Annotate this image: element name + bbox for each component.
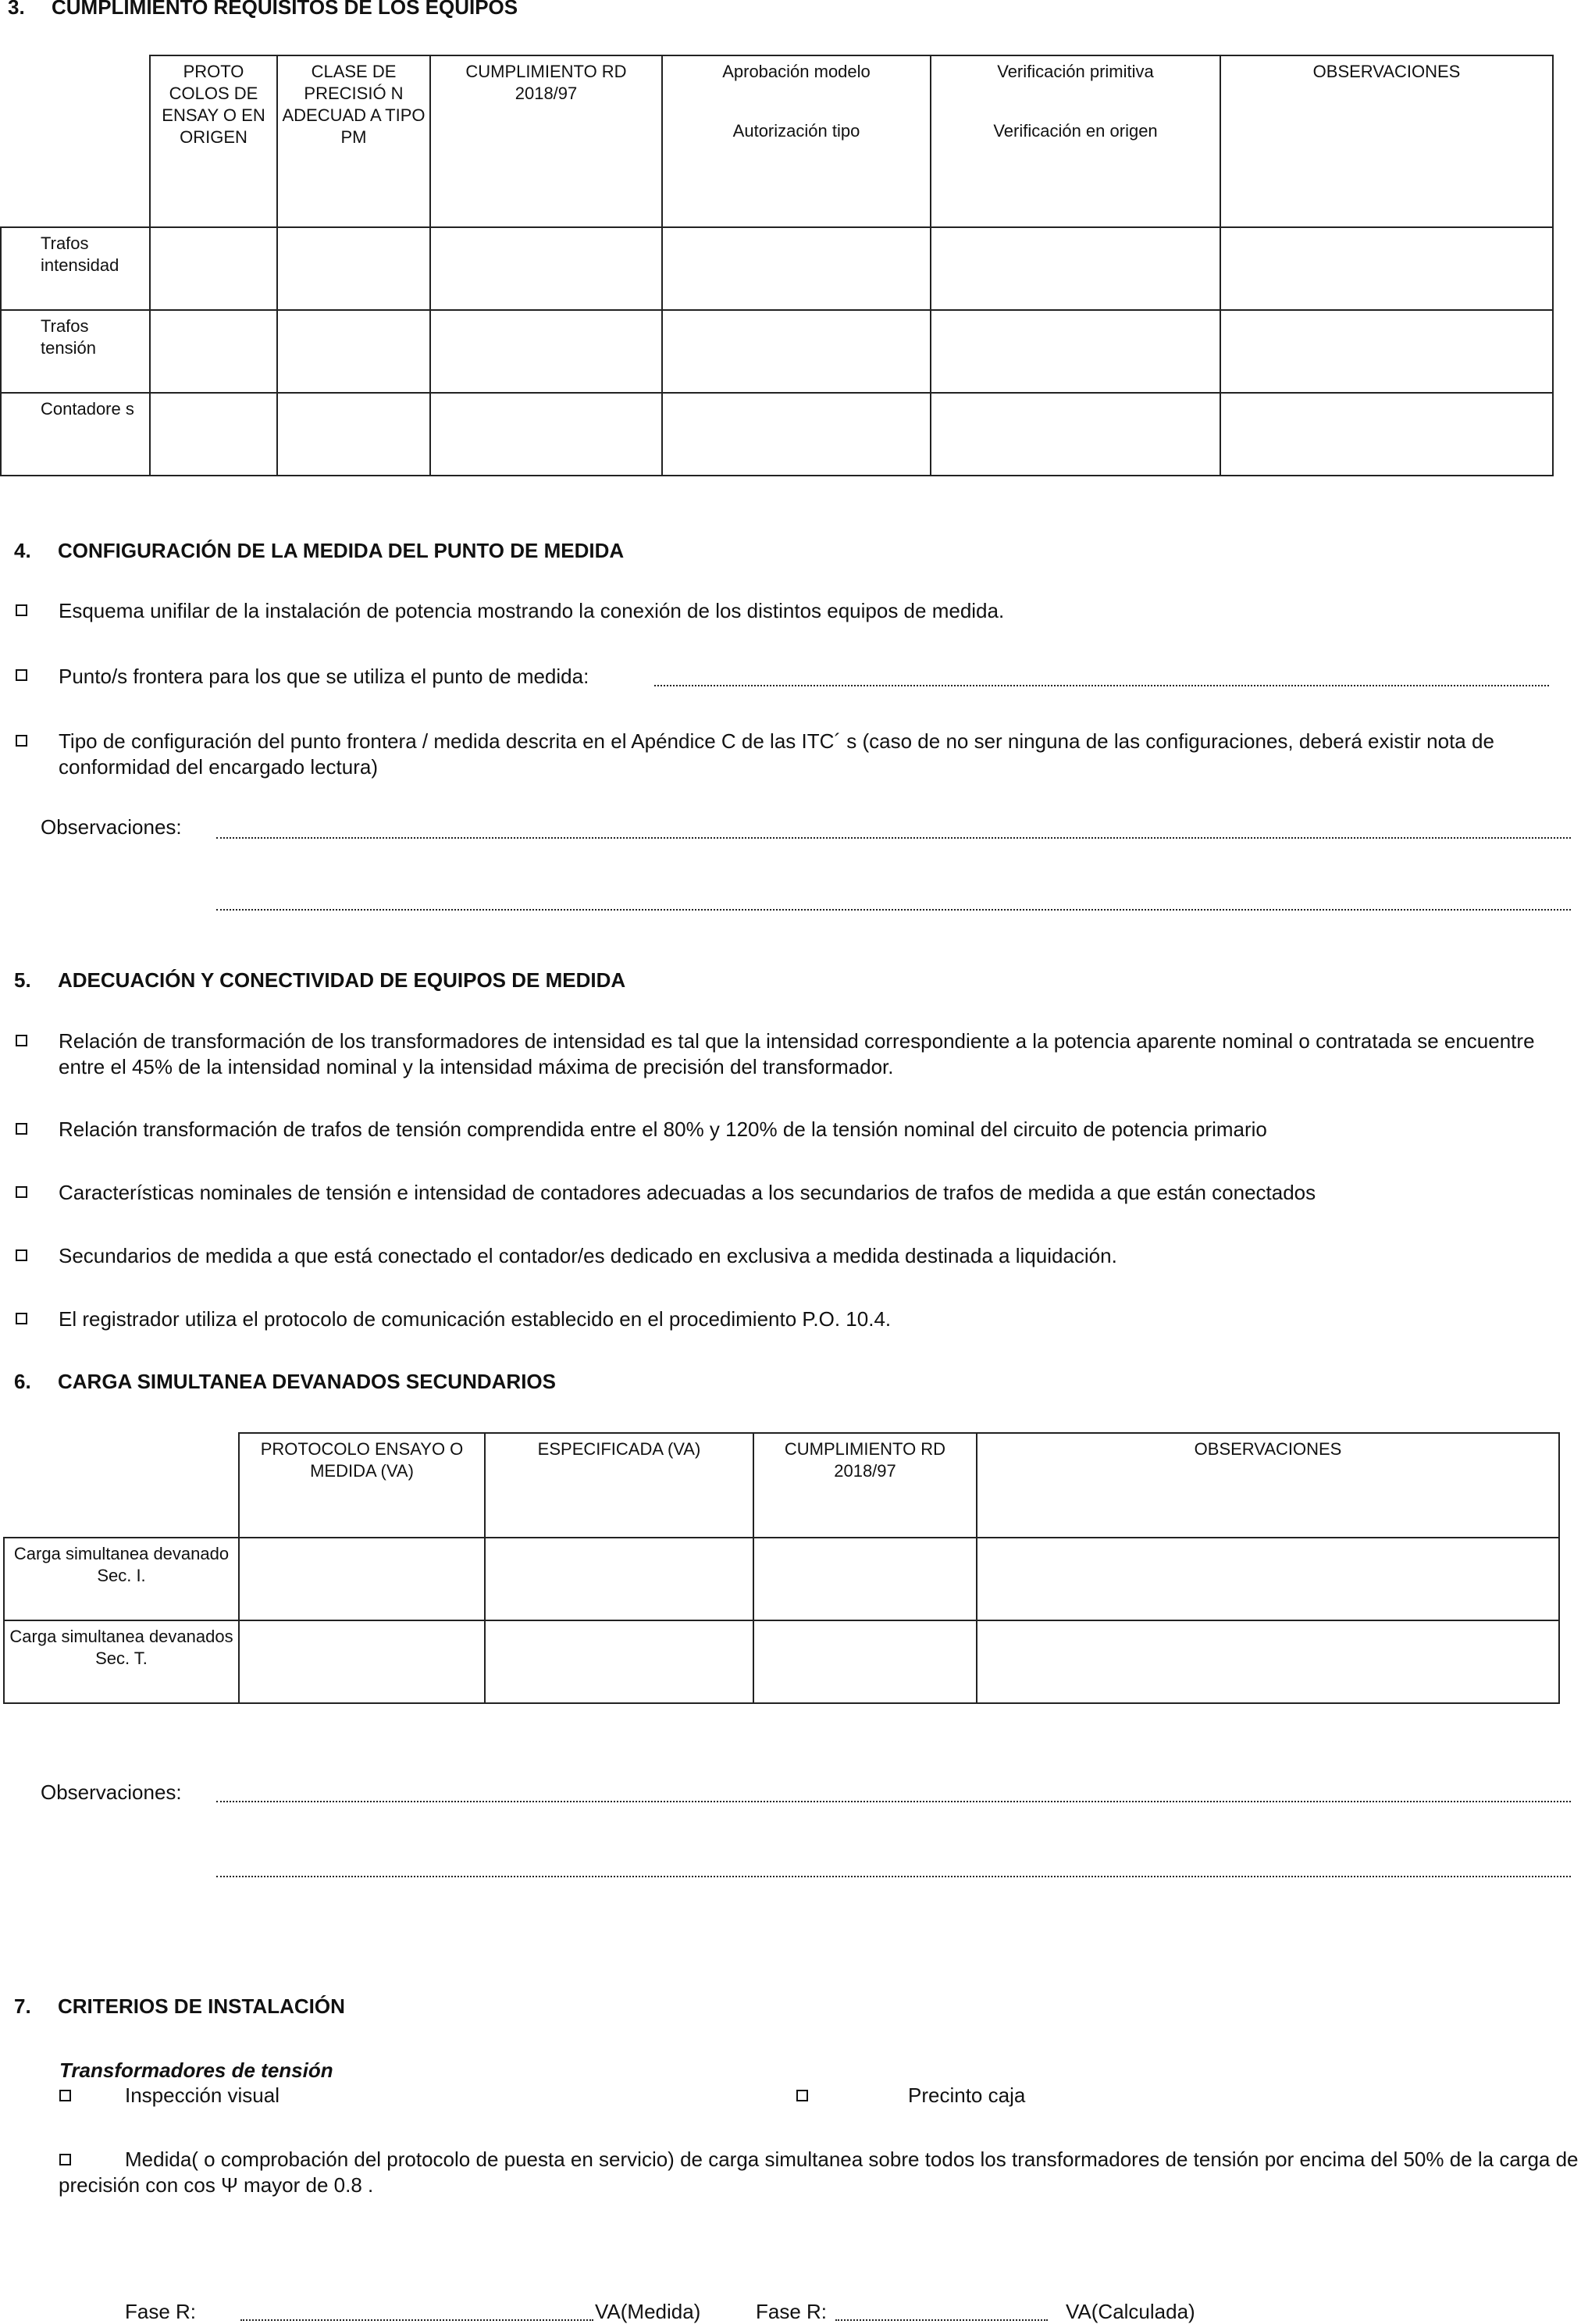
- row-label-sec-i: Carga simultanea devanado Sec. I.: [4, 1538, 239, 1620]
- item-tipo-configuracion: Tipo de configuración del punto frontera / medida descrita en el Apéndice C de las ITC´ s (caso de no ser ninguna de las configuraciones, deberá existir nota de conformidad del encargado lectura): [59, 729, 1494, 779]
- table-corner: [4, 1433, 239, 1538]
- observaciones-line-1[interactable]: [216, 1801, 1571, 1802]
- table-cell[interactable]: [485, 1620, 753, 1703]
- checkbox-relacion-tension[interactable]: [16, 1123, 27, 1135]
- table-row: [4, 1538, 1559, 1620]
- header-protocolo-ensayo: PROTOCOLO ENSAYO O MEDIDA (VA): [239, 1433, 485, 1538]
- section-3-title: [8, 0, 518, 20]
- table-cell[interactable]: [662, 310, 931, 393]
- table-row: [1, 393, 1553, 476]
- observaciones-label: Observaciones:: [41, 1780, 182, 1804]
- table-cell[interactable]: [931, 227, 1220, 310]
- section-title-text: CONFIGURACIÓN DE LA MEDIDA DEL PUNTO DE MEDIDA: [58, 539, 625, 562]
- table-cell[interactable]: [239, 1538, 485, 1620]
- table-cell[interactable]: [150, 310, 277, 393]
- observaciones-line-2[interactable]: [216, 1876, 1571, 1877]
- subtitle-transformadores-tension: Transformadores de tensión: [59, 2058, 333, 2082]
- section-title-text: CUMPLIMIENTO REQUISITOS DE LOS EQUIPOS: [52, 0, 518, 19]
- section-title-text: CARGA SIMULTANEA DEVANADOS SECUNDARIOS: [58, 1370, 556, 1393]
- checkbox-precinto-caja[interactable]: [796, 2090, 808, 2101]
- fase-r-calculada-line[interactable]: [835, 2319, 1048, 2321]
- header-observaciones: OBSERVACIONES: [977, 1433, 1559, 1538]
- table-cell[interactable]: [1220, 393, 1553, 476]
- checkbox-tipo-configuracion[interactable]: [16, 735, 27, 747]
- row-label-trafos-intensidad: Trafos intensidad: [1, 227, 150, 310]
- header-cumplimiento: CUMPLIMIENTO RD 2018/97: [753, 1433, 977, 1538]
- table-cell[interactable]: [753, 1538, 977, 1620]
- header-aprobacion-modelo: Aprobación modelo: [722, 62, 871, 81]
- checkbox-registrador[interactable]: [16, 1313, 27, 1324]
- section-6-title: [14, 1370, 556, 1394]
- table-corner: [1, 55, 150, 227]
- table-row: [1, 310, 1553, 393]
- row-label-trafos-tension: Trafos tensión: [1, 310, 150, 393]
- table-header-row: [4, 1433, 1559, 1538]
- header-clase-precision: CLASE DE PRECISIÓ N ADECUAD A TIPO PM: [277, 55, 430, 227]
- item-secundarios: Secundarios de medida a que está conectado el contador/es dedicado en exclusiva a medida destinada a liquidación.: [59, 1244, 1117, 1267]
- fill-in-line[interactable]: [654, 685, 1549, 686]
- table-cell[interactable]: [150, 227, 277, 310]
- item-relacion-intensidad: Relación de transformación de los transformadores de intensidad es tal que la intensidad correspondiente a la potencia aparente nominal o contratada se encuentre entre el 45% de la intensidad nominal y la intensidad máxima de precisión del transformador.: [59, 1029, 1535, 1078]
- section-7-title: [14, 1994, 345, 2019]
- item-caracteristicas: Características nominales de tensión e intensidad de contadores adecuadas a los secundarios de trafos de medida a que están conectados: [59, 1181, 1316, 1204]
- section-number: 5.: [14, 968, 31, 992]
- section-title-text: ADECUACIÓN Y CONECTIVIDAD DE EQUIPOS DE MEDIDA: [58, 968, 626, 992]
- header-observaciones: OBSERVACIONES: [1220, 55, 1553, 227]
- header-especificada: ESPECIFICADA (VA): [485, 1433, 753, 1538]
- table-cell[interactable]: [277, 393, 430, 476]
- observaciones-line-1[interactable]: [216, 837, 1571, 839]
- observaciones-label: Observaciones:: [41, 815, 182, 839]
- row-label-sec-t: Carga simultanea devanados Sec. T.: [4, 1620, 239, 1703]
- equipment-requirements-table: [0, 55, 1554, 476]
- table-row: [4, 1620, 1559, 1703]
- header-autorizacion-tipo: Autorización tipo: [732, 121, 860, 141]
- table-cell[interactable]: [931, 393, 1220, 476]
- checkbox-caracteristicas[interactable]: [16, 1186, 27, 1198]
- table-cell[interactable]: [277, 310, 430, 393]
- table-cell[interactable]: [977, 1538, 1559, 1620]
- item-puntos-frontera: Punto/s frontera para los que se utiliza el punto de medida:: [59, 665, 589, 688]
- header-protocolos: PROTO COLOS DE ENSAY O EN ORIGEN: [150, 55, 277, 227]
- item-registrador: El registrador utiliza el protocolo de comunicación establecido en el procedimiento P.O. 10.4.: [59, 1307, 892, 1331]
- label-inspeccion-visual: Inspección visual: [125, 2083, 280, 2107]
- section-number: 3.: [8, 0, 25, 19]
- checkbox-inspeccion-visual[interactable]: [59, 2090, 71, 2101]
- table-cell[interactable]: [662, 227, 931, 310]
- table-cell[interactable]: [430, 393, 662, 476]
- table-cell[interactable]: [430, 227, 662, 310]
- fase-r-medida-label: Fase R:: [125, 2300, 197, 2323]
- table-cell[interactable]: [150, 393, 277, 476]
- section-4-title: [14, 539, 624, 563]
- fase-r-medida-line[interactable]: [240, 2319, 593, 2321]
- row-label-contadores: Contadore s: [1, 393, 150, 476]
- section-title-text: CRITERIOS DE INSTALACIÓN: [58, 1994, 345, 2018]
- checkbox-secundarios[interactable]: [16, 1249, 27, 1261]
- table-row: [1, 227, 1553, 310]
- header-verificacion-primitiva: Verificación primitiva: [997, 62, 1154, 81]
- label-precinto-caja: Precinto caja: [908, 2083, 1026, 2107]
- table-cell[interactable]: [1220, 310, 1553, 393]
- table-cell[interactable]: [1220, 227, 1553, 310]
- section-number: 4.: [14, 539, 31, 562]
- unit-va-medida: VA(Medida): [595, 2300, 701, 2323]
- section-5-title: [14, 968, 625, 993]
- table-cell[interactable]: [753, 1620, 977, 1703]
- unit-va-calculada: VA(Calculada): [1066, 2300, 1195, 2323]
- label-medida-carga: Medida( o comprobación del protocolo de puesta en servicio) de carga simultanea sobre todos los transformadores de tensión por encima del 50% de la carga de precisión con cos Ψ mayor de 0.8 .: [59, 2148, 1579, 2197]
- header-verificacion: [931, 55, 1220, 227]
- section-number: 6.: [14, 1370, 31, 1393]
- table-cell[interactable]: [430, 310, 662, 393]
- table-cell[interactable]: [485, 1538, 753, 1620]
- checkbox-puntos-frontera[interactable]: [16, 669, 27, 681]
- table-header-row: [1, 55, 1553, 227]
- checkbox-esquema-unifilar[interactable]: [16, 604, 27, 616]
- header-cumplimiento: CUMPLIMIENTO RD 2018/97: [430, 55, 662, 227]
- table-cell[interactable]: [977, 1620, 1559, 1703]
- item-esquema-unifilar: Esquema unifilar de la instalación de potencia mostrando la conexión de los distintos equipos de medida.: [59, 599, 1005, 622]
- item-relacion-tension: Relación transformación de trafos de tensión comprendida entre el 80% y 120% de la tensión nominal del circuito de potencia primario: [59, 1117, 1267, 1141]
- table-cell[interactable]: [277, 227, 430, 310]
- header-aprobacion: [662, 55, 931, 227]
- observaciones-line-2[interactable]: [216, 909, 1571, 911]
- fase-r-calculada-label: Fase R:: [756, 2300, 828, 2323]
- checkbox-relacion-intensidad[interactable]: [16, 1035, 27, 1046]
- header-verificacion-origen: Verificación en origen: [993, 121, 1158, 141]
- carga-simultanea-table: [3, 1432, 1560, 1704]
- table-cell[interactable]: [662, 393, 931, 476]
- table-cell[interactable]: [931, 310, 1220, 393]
- section-number: 7.: [14, 1994, 31, 2018]
- table-cell[interactable]: [239, 1620, 485, 1703]
